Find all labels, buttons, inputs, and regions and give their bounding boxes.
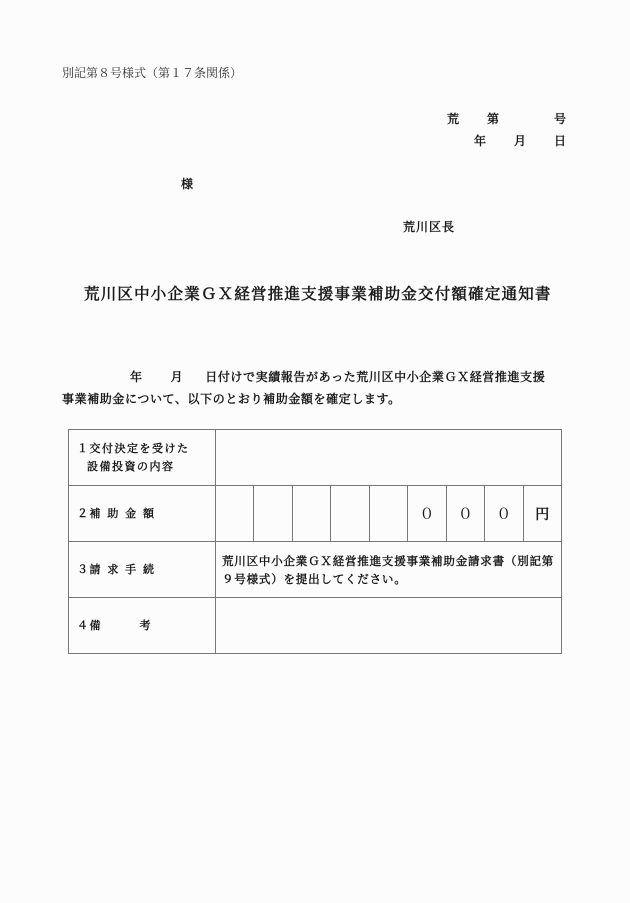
value-remarks[interactable] <box>216 598 562 654</box>
reference-prefix: 荒 <box>447 112 460 126</box>
value-procedure: 荒川区中小企業ＧＸ経営推進支援事業補助金請求書（別記第９号様式）を提出してください。 <box>216 542 562 598</box>
amount-digit-6: ０ <box>407 486 445 541</box>
body-year: 年 <box>130 370 143 384</box>
amount-digit-8: ０ <box>484 486 522 541</box>
label-remarks: ４備 考 <box>69 598 216 654</box>
detail-table <box>68 429 562 654</box>
body-text <box>62 366 582 410</box>
amount-digit-1[interactable] <box>216 486 253 541</box>
table-row-remarks <box>69 598 562 654</box>
table-row-procedure <box>69 542 562 598</box>
reference-year: 年 <box>474 134 487 148</box>
body-month: 月 <box>170 370 184 384</box>
reference-month: 月 <box>514 134 527 148</box>
label-amount: ２補 助 金 額 <box>69 486 216 542</box>
amount-digit-2[interactable] <box>253 486 291 541</box>
reference-day: 日 <box>554 134 567 148</box>
value-investment[interactable] <box>216 430 562 486</box>
label-procedure: ３請 求 手 続 <box>69 542 216 598</box>
form-identifier: 別記第８号様式（第１７条関係） <box>62 66 243 80</box>
document-title: 荒川区中小企業ＧＸ経営推進支援事業補助金交付額確定通知書 <box>84 285 552 303</box>
table-row-amount <box>69 486 562 542</box>
label-investment-line1: １交付決定を受けた <box>77 441 190 455</box>
amount-digit-7: ０ <box>446 486 484 541</box>
reference-dai: 第 <box>487 112 500 126</box>
table-row-investment <box>69 430 562 486</box>
amount-grid <box>216 486 561 541</box>
addressee: 様 <box>181 177 194 191</box>
body-line-2: 事業補助金について、以下のとおり補助金額を確定します。 <box>62 392 401 406</box>
label-investment <box>69 430 216 486</box>
amount-digit-3[interactable] <box>292 486 330 541</box>
amount-field <box>216 486 562 542</box>
amount-digit-5[interactable] <box>369 486 407 541</box>
issuer: 荒川区長 <box>403 220 456 234</box>
label-investment-line2: 設備投資の内容 <box>87 459 175 473</box>
body-line1-rest: 日付けで実績報告があった荒川区中小企業ＧＸ経営推進支援 <box>205 370 546 384</box>
body-line-1 <box>62 366 582 388</box>
amount-digit-4[interactable] <box>330 486 368 541</box>
currency-yen: 円 <box>523 486 561 541</box>
reference-go: 号 <box>554 112 567 126</box>
